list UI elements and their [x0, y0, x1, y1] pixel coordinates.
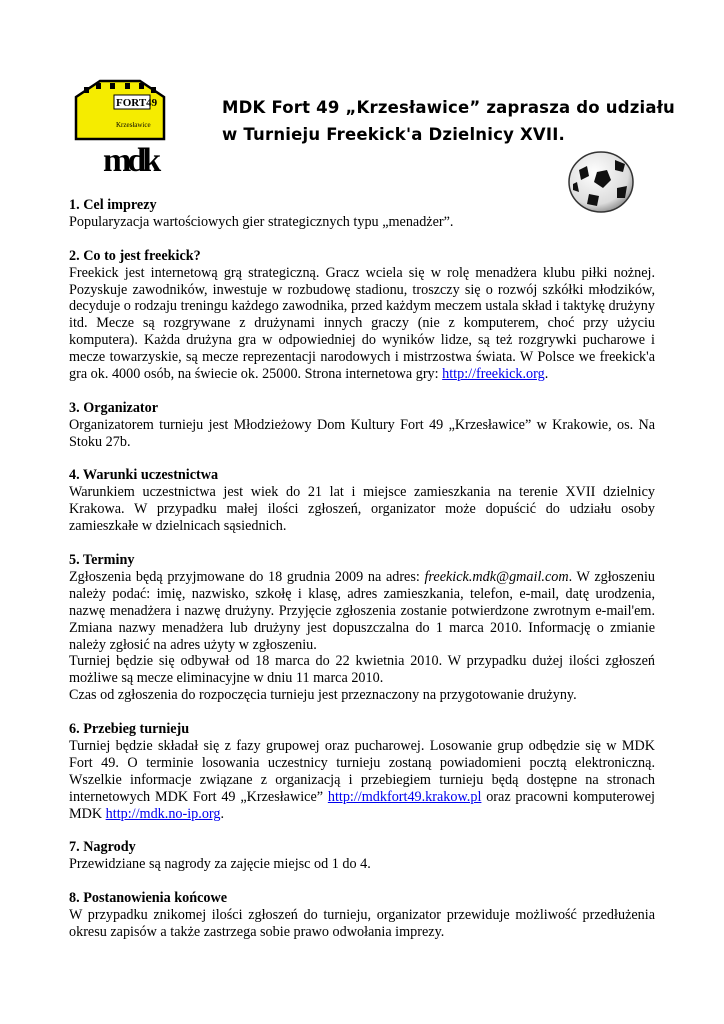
section-text: Popularyzacja wartościowych gier strategicznych typu „menadżer”.	[69, 213, 454, 230]
section-co-to-jest-freekick	[69, 248, 655, 383]
section-postanowienia-koncowe	[69, 890, 655, 941]
section-text: Warunkiem uczestnictwa jest wiek do 21 lat i miejsce zamieszkania na terenie XVII dzielnicy Krakowa. W przypadku małej ilości zgłoszeń, organizator może dopuścić do udziału osoby zamieszkałe w dzielnicach sąsiednich.	[69, 484, 655, 535]
section-heading: 8. Postanowienia końcowe	[69, 890, 228, 907]
section-heading: 3. Organizator	[69, 399, 159, 416]
title-line-1: MDK Fort 49 „Krzesławice” zaprasza do udziału	[222, 98, 675, 117]
section-warunki-uczestnictwa	[69, 467, 655, 535]
logo-mdk-text: mdk	[103, 142, 158, 175]
contact-email: freekick.mdk@gmail.com	[424, 568, 569, 585]
section-organizator	[69, 400, 655, 451]
document-body	[69, 197, 655, 958]
section-text: Turniej będzie składał się z fazy grupowej oraz pucharowej. Losowanie grup odbędzie się w MDK Fort 49. O terminie losowania uczestnicy turnieju zostaną powiadomieni pocztą elektroniczną. Wszelkie informacje związane z organizacją i przebiegiem turnieju będą dostępne na stronach internetowych MDK Fort 49 „Krzesławice” http://mdkfort49.krakow.pl oraz pracowni komputerowej MDK http://mdk.no-ip.org.	[69, 737, 655, 822]
mdk-no-ip-link[interactable]: http://mdk.no-ip.org	[105, 805, 221, 822]
section-heading: 6. Przebieg turnieju	[69, 721, 190, 738]
section-text: Czas od zgłoszenia do rozpoczęcia turnieju jest przeznaczony na przygotowanie drużyny.	[69, 687, 577, 704]
mdkfort49-link[interactable]: http://mdkfort49.krakow.pl	[327, 788, 482, 805]
section-heading: 1. Cel imprezy	[69, 197, 157, 213]
section-nagrody	[69, 839, 655, 873]
section-text: Freekick jest internetową grą strategiczną. Gracz wciela się w rolę menadżera klubu piłki nożnej. Pozyskuje zawodników, inwestuje w rozbudowę stadionu, troszczy się o rozwój szkółki młodzików, decyduje o rodzaju treningu każdego zawodnika, przed każdym meczem ustala skład i taktykę drużyny itd. Mecze są rozgrywane z drużynami innych graczy (nie z komputerem, choć przy użyciu komputera). Każda drużyna gra w odpowiedniej do wyników lidze, są też rozgrywki pucharowe i mecze towarzyskie, są mecze reprezentacji narodowych i mistrzostwa świata. W Polsce we freekick'a gra ok. 4000 osób, na świecie ok. 25000. Strona internetowa gry: http://freekick.org.	[69, 264, 655, 383]
section-terminy	[69, 552, 655, 704]
section-text: Organizatorem turnieju jest Młodzieżowy Dom Kultury Fort 49 „Krzesławice” w Krakowie, os. Na Stoku 27b.	[69, 416, 655, 450]
section-heading: 2. Co to jest freekick?	[69, 247, 201, 264]
logo-name-text: Krzesławice	[116, 121, 151, 129]
section-cel-imprezy	[69, 197, 655, 231]
section-heading: 4. Warunki uczestnictwa	[69, 467, 219, 484]
section-text: W przypadku znikomej ilości zgłoszeń do turnieju, organizator przewiduje możliwość przedłużenia okresu zapisów a także zastrzega sobie prawo odwołania imprezy.	[69, 906, 655, 940]
mdk-fort49-logo	[70, 75, 170, 175]
section-heading: 7. Nagrody	[69, 839, 136, 856]
section-text: Turniej będzie się odbywał od 18 marca do 22 kwietnia 2010. W przypadku dużej ilości zgłoszeń możliwe są mecze eliminacyjne w dniu 11 marca 2010.	[69, 653, 655, 687]
title-line-2: w Turnieju Freekick'a Dzielnicy XVII.	[222, 125, 566, 144]
logo-fort-text: FORT49	[116, 97, 158, 109]
section-heading: 5. Terminy	[69, 551, 135, 568]
freekick-link[interactable]: http://freekick.org	[442, 366, 545, 383]
section-przebieg-turnieju	[69, 721, 655, 822]
section-text: Zgłoszenia będą przyjmowane do 18 grudnia 2009 na adres: freekick.mdk@gmail.com. W zgłoszeniu należy podać: imię, nazwisko, szkołę i klasę, adres zamieszkania, telefon, e-mail, datę urodzenia, nazwę menadżera i nazwę drużyny. Przyjęcie zgłoszenia zostanie potwierdzone zwrotnym e-mail'em. Zmiana nazwy menadżera lub drużyny jest dopuszczalna do 1 marca 2010. Informację o zmianie należy zgłosić na adres użyty w zgłoszeniu.	[69, 568, 655, 653]
section-text: Przewidziane są nagrody za zajęcie miejsc od 1 do 4.	[69, 856, 371, 873]
page-title	[222, 94, 675, 148]
